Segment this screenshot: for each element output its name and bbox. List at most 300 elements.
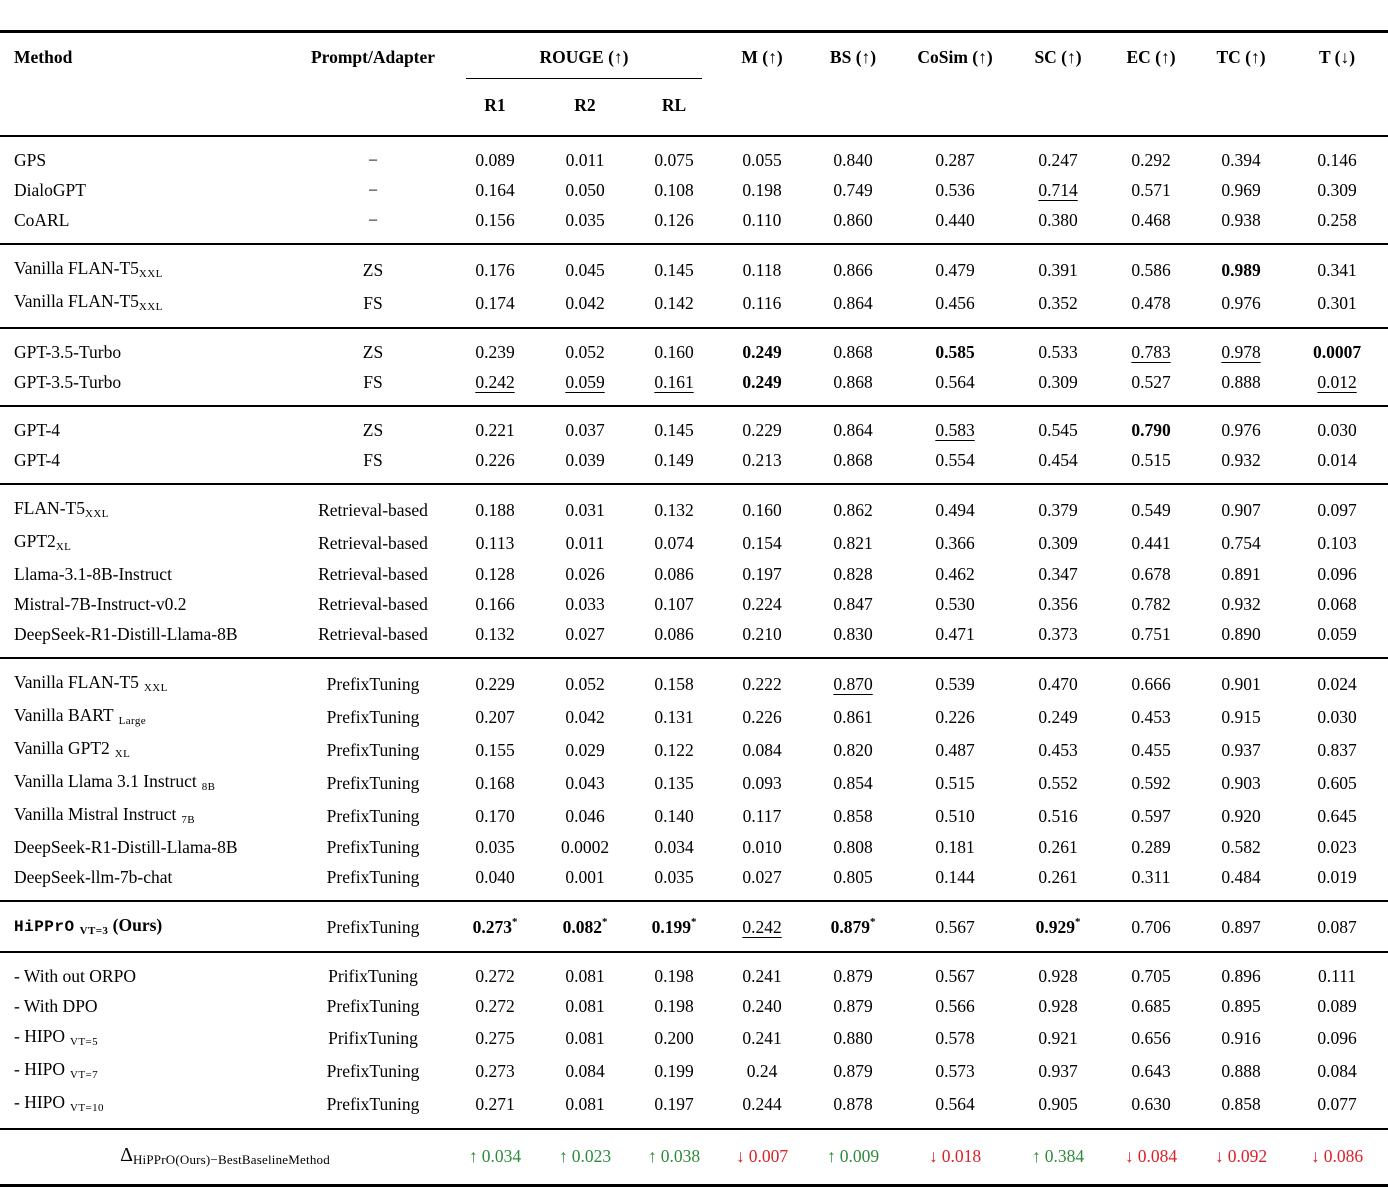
metric-value: 0.132 xyxy=(654,499,694,520)
value-cell xyxy=(718,367,806,406)
metric-value: 0.441 xyxy=(1131,532,1171,553)
value-cell xyxy=(450,328,540,367)
value-cell xyxy=(1010,445,1106,484)
adapter-cell: − xyxy=(368,180,378,200)
value-cell xyxy=(540,175,630,205)
adapter-cell: Retrieval-based xyxy=(318,624,428,644)
metric-value: 0.110 xyxy=(742,210,782,230)
value-cell xyxy=(1196,862,1286,901)
metric-value: 0.527 xyxy=(1131,372,1171,392)
metric-value: 0.567 xyxy=(935,966,975,986)
metric-value: 0.040 xyxy=(475,867,515,887)
metric-value: 0.879 xyxy=(833,966,873,986)
value-cell xyxy=(806,244,900,286)
value-cell xyxy=(900,901,1010,952)
col-header-sc: SC (↑) xyxy=(1010,32,1106,137)
metric-value: 0.030 xyxy=(1317,706,1357,727)
metric-value: 0.861 xyxy=(833,706,873,727)
value-cell xyxy=(1286,832,1388,862)
metric-value: 0.035 xyxy=(475,837,515,857)
metric-value: 0.937 xyxy=(1221,739,1261,760)
table-row xyxy=(0,175,1388,205)
method-cell xyxy=(0,733,296,766)
value-cell xyxy=(900,286,1010,328)
table-row xyxy=(0,445,1388,484)
value-cell xyxy=(540,328,630,367)
value-cell xyxy=(1106,244,1196,286)
adapter-cell: PrefixTuning xyxy=(326,706,420,727)
table-row xyxy=(0,484,1388,526)
value-cell xyxy=(806,799,900,832)
table-row xyxy=(0,589,1388,619)
table-row xyxy=(0,328,1388,367)
metric-value: 0.754 xyxy=(1221,532,1261,553)
value-cell xyxy=(540,559,630,589)
metric-value: 0.024 xyxy=(1317,673,1357,694)
method-name: DeepSeek-R1-Distill-Llama-8B xyxy=(14,837,238,857)
metric-value: 0.166 xyxy=(475,594,515,614)
method-name: Mistral-7B-Instruct-v0.2 xyxy=(14,594,187,614)
down-arrow-icon: ↓ xyxy=(928,1146,938,1166)
metric-value: 0.564 xyxy=(935,372,975,392)
value-cell xyxy=(450,991,540,1021)
metric-value: 0.545 xyxy=(1038,420,1078,440)
value-cell xyxy=(718,175,806,205)
value-cell xyxy=(806,901,900,952)
metric-value: 0.068 xyxy=(1317,594,1357,614)
metric-value: 0.156 xyxy=(475,210,515,230)
value-cell xyxy=(450,799,540,832)
metric-value: 0.014 xyxy=(1317,450,1357,470)
value-cell xyxy=(718,799,806,832)
method-subscript: VT=3 xyxy=(79,925,109,937)
table-header xyxy=(0,32,1388,137)
value-cell xyxy=(1106,484,1196,526)
value-cell xyxy=(1286,406,1388,445)
method-name: GPT-3.5-Turbo xyxy=(14,372,122,392)
value-cell xyxy=(630,700,718,733)
metric-value: 0.309 xyxy=(1317,180,1357,200)
value-cell xyxy=(806,766,900,799)
metric-value: 0.592 xyxy=(1131,772,1171,793)
metric-value: 0.864 xyxy=(833,420,873,440)
metric-value: 0.075 xyxy=(654,150,694,170)
metric-value: 0.937 xyxy=(1038,1060,1078,1081)
value-cell xyxy=(1286,619,1388,658)
value-cell xyxy=(1106,862,1196,901)
value-cell xyxy=(540,1087,630,1129)
value-cell xyxy=(540,733,630,766)
table-row xyxy=(0,1087,1388,1129)
metric-value: 0.035 xyxy=(654,867,694,887)
value-cell xyxy=(630,991,718,1021)
metric-value: 0.895 xyxy=(1221,996,1261,1016)
metric-value: 0.155 xyxy=(475,739,515,760)
value-cell xyxy=(1196,766,1286,799)
metric-value: 0.010 xyxy=(742,837,782,857)
value-cell xyxy=(630,952,718,991)
metric-value: 0.023 xyxy=(1317,837,1357,857)
value-cell xyxy=(1010,862,1106,901)
value-cell xyxy=(900,1054,1010,1087)
value-cell xyxy=(630,766,718,799)
value-cell xyxy=(1286,484,1388,526)
value-cell xyxy=(900,658,1010,700)
significance-star: * xyxy=(1074,915,1081,928)
table-row xyxy=(0,658,1388,700)
value-cell xyxy=(806,589,900,619)
value-cell xyxy=(900,1087,1010,1129)
metric-value: 0.903 xyxy=(1221,772,1261,793)
metric-value: 0.454 xyxy=(1038,450,1078,470)
metric-value: 0.456 xyxy=(935,292,975,313)
method-cell xyxy=(0,136,296,175)
metric-value: 0.222 xyxy=(742,673,782,694)
col-header-tc: TC (↑) xyxy=(1196,32,1286,137)
value-cell xyxy=(1010,901,1106,952)
metric-value: 0.929 xyxy=(1035,916,1075,937)
value-cell xyxy=(718,658,806,700)
value-cell xyxy=(806,952,900,991)
metric-value: 0.200 xyxy=(654,1027,694,1048)
metric-value: 0.158 xyxy=(654,673,694,694)
metric-value: 0.198 xyxy=(742,180,782,200)
value-cell xyxy=(630,901,718,952)
col-header-method: Method xyxy=(0,32,296,137)
value-cell xyxy=(540,406,630,445)
value-cell xyxy=(540,367,630,406)
metric-value: 0.145 xyxy=(654,420,694,440)
delta-value-cell: ↓ 0.084 xyxy=(1106,1129,1196,1186)
metric-value: 0.154 xyxy=(742,532,782,553)
method-subscript: XL xyxy=(114,748,131,760)
metric-value: 0.272 xyxy=(475,996,515,1016)
adapter-cell: − xyxy=(368,210,378,230)
value-cell xyxy=(1196,406,1286,445)
value-cell xyxy=(630,862,718,901)
value-cell xyxy=(718,244,806,286)
value-cell xyxy=(718,589,806,619)
value-cell xyxy=(1286,658,1388,700)
metric-value: 0.0002 xyxy=(560,837,610,857)
value-cell xyxy=(540,832,630,862)
value-cell xyxy=(806,136,900,175)
metric-value: 0.086 xyxy=(654,624,694,644)
value-cell xyxy=(1286,589,1388,619)
value-cell xyxy=(1286,445,1388,484)
metric-value: 0.258 xyxy=(1317,210,1357,230)
metric-value: 0.084 xyxy=(742,739,782,760)
value-cell xyxy=(630,445,718,484)
method-name: HiPPrO xyxy=(14,918,75,936)
method-name: - With out ORPO xyxy=(14,966,136,986)
value-cell xyxy=(900,619,1010,658)
method-cell xyxy=(0,559,296,589)
value-cell xyxy=(1286,766,1388,799)
metric-value: 0.001 xyxy=(565,867,605,887)
metric-value: 0.261 xyxy=(1038,837,1078,857)
value-cell xyxy=(900,766,1010,799)
metric-value: 0.455 xyxy=(1131,739,1171,760)
method-subscript: XXL xyxy=(84,508,109,520)
metric-value: 0.564 xyxy=(935,1093,975,1114)
delta-value-cell: ↑ 0.384 xyxy=(1010,1129,1106,1186)
value-cell xyxy=(806,832,900,862)
metric-value: 0.552 xyxy=(1038,772,1078,793)
metric-value: 0.554 xyxy=(935,450,975,470)
value-cell xyxy=(1196,658,1286,700)
up-arrow-icon: ↑ xyxy=(647,1146,657,1166)
method-cell xyxy=(0,445,296,484)
value-cell xyxy=(900,700,1010,733)
value-cell xyxy=(900,832,1010,862)
value-cell xyxy=(450,1087,540,1129)
metric-value: 0.24 xyxy=(746,1060,778,1081)
value-cell xyxy=(450,901,540,952)
metric-value: 0.352 xyxy=(1038,292,1078,313)
metric-value: 0.089 xyxy=(475,150,515,170)
metric-value: 0.643 xyxy=(1131,1060,1171,1081)
metric-value: 0.840 xyxy=(833,150,873,170)
adapter-cell: PrefixTuning xyxy=(326,1093,420,1114)
metric-value: 0.035 xyxy=(565,210,605,230)
metric-value: 0.074 xyxy=(654,532,694,553)
metric-value: 0.868 xyxy=(833,372,873,392)
adapter-cell: PrefixTuning xyxy=(326,996,420,1016)
delta-value-cell: ↓ 0.092 xyxy=(1196,1129,1286,1186)
metric-value: 0.197 xyxy=(654,1093,694,1114)
metric-value: 0.273 xyxy=(472,916,512,937)
value-cell xyxy=(1286,1021,1388,1054)
value-cell xyxy=(1010,244,1106,286)
metric-value: 0.176 xyxy=(475,259,515,280)
value-cell xyxy=(900,526,1010,559)
value-cell xyxy=(450,1021,540,1054)
value-cell xyxy=(1010,136,1106,175)
method-cell xyxy=(0,991,296,1021)
metric-value: 0.484 xyxy=(1221,867,1261,887)
metric-value: 0.240 xyxy=(742,996,782,1016)
metric-value: 0.292 xyxy=(1131,150,1171,170)
value-cell xyxy=(450,658,540,700)
value-cell xyxy=(1010,952,1106,991)
metric-value: 0.916 xyxy=(1221,1027,1261,1048)
significance-star: * xyxy=(601,915,608,928)
value-cell xyxy=(1106,328,1196,367)
metric-value: 0.630 xyxy=(1131,1093,1171,1114)
metric-value: 0.583 xyxy=(935,420,975,440)
value-cell xyxy=(718,328,806,367)
metric-value: 0.210 xyxy=(742,624,782,644)
down-arrow-icon: ↓ xyxy=(1214,1146,1224,1166)
metric-value: 0.213 xyxy=(742,450,782,470)
value-cell xyxy=(1196,619,1286,658)
metric-value: 0.045 xyxy=(565,259,605,280)
metric-value: 0.081 xyxy=(565,1093,605,1114)
rouge-group-label: ROUGE (↑) xyxy=(466,47,702,79)
metric-value: 0.103 xyxy=(1317,532,1357,553)
adapter-cell: PrefixTuning xyxy=(326,739,420,760)
metric-value: 0.864 xyxy=(833,292,873,313)
metric-value: 0.309 xyxy=(1038,372,1078,392)
value-cell xyxy=(630,589,718,619)
method-subscript: VT=7 xyxy=(70,1069,99,1081)
value-cell xyxy=(806,286,900,328)
method-subscript: VT=10 xyxy=(70,1102,104,1114)
value-cell xyxy=(1196,700,1286,733)
adapter-cell: PrefixTuning xyxy=(326,837,420,857)
metric-value: 0.578 xyxy=(935,1027,975,1048)
value-cell xyxy=(1196,484,1286,526)
metric-value: 0.031 xyxy=(565,499,605,520)
metric-value: 0.199 xyxy=(654,1060,694,1081)
down-arrow-icon: ↓ xyxy=(1310,1146,1320,1166)
method-name: Vanilla GPT2 xyxy=(14,738,110,758)
col-header-r1: R1 xyxy=(450,95,540,136)
value-cell xyxy=(540,286,630,328)
value-cell xyxy=(1106,799,1196,832)
metric-value: 0.539 xyxy=(935,673,975,694)
metric-value: 0.224 xyxy=(742,594,782,614)
metric-value: 0.582 xyxy=(1221,837,1261,857)
value-cell xyxy=(630,526,718,559)
value-cell xyxy=(1106,619,1196,658)
metric-value: 0.685 xyxy=(1131,996,1171,1016)
metric-value: 0.132 xyxy=(475,624,515,644)
value-cell xyxy=(1010,991,1106,1021)
metric-value: 0.199 xyxy=(651,916,691,937)
metric-value: 0.081 xyxy=(565,966,605,986)
value-cell xyxy=(806,733,900,766)
method-cell xyxy=(0,901,296,952)
metric-value: 0.077 xyxy=(1317,1093,1357,1114)
method-name: FLAN-T5 xyxy=(14,498,85,518)
value-cell xyxy=(1196,1021,1286,1054)
value-cell xyxy=(1010,700,1106,733)
value-cell xyxy=(806,1087,900,1129)
method-cell xyxy=(0,1054,296,1087)
metric-value: 0.379 xyxy=(1038,499,1078,520)
metric-value: 0.479 xyxy=(935,259,975,280)
metric-value: 0.287 xyxy=(935,150,975,170)
metric-value: 0.113 xyxy=(475,532,515,553)
value-cell xyxy=(1010,526,1106,559)
table-row xyxy=(0,862,1388,901)
col-header-rl: RL xyxy=(630,95,718,136)
value-cell xyxy=(1106,286,1196,328)
table-row xyxy=(0,991,1388,1021)
metric-value: 0.197 xyxy=(742,564,782,584)
value-cell xyxy=(1106,589,1196,619)
down-arrow-icon: ↓ xyxy=(1124,1146,1134,1166)
method-name: Llama-3.1-8B-Instruct xyxy=(14,564,172,584)
metric-value: 0.161 xyxy=(654,372,694,392)
metric-value: 0.536 xyxy=(935,180,975,200)
method-subscript: 7B xyxy=(181,814,195,826)
value-cell xyxy=(1286,1054,1388,1087)
metric-value: 0.478 xyxy=(1131,292,1171,313)
adapter-cell: PrifixTuning xyxy=(328,1027,418,1048)
col-header-rouge xyxy=(450,32,718,96)
value-cell xyxy=(450,367,540,406)
value-cell xyxy=(540,658,630,700)
metric-value: 0.597 xyxy=(1131,805,1171,826)
method-cell xyxy=(0,862,296,901)
value-cell xyxy=(1106,700,1196,733)
metric-value: 0.566 xyxy=(935,996,975,1016)
table-row xyxy=(0,901,1388,952)
value-cell xyxy=(630,286,718,328)
metric-value: 0.879 xyxy=(833,1060,873,1081)
value-cell xyxy=(718,1087,806,1129)
method-cell xyxy=(0,766,296,799)
value-cell xyxy=(1286,901,1388,952)
method-name: GPT-4 xyxy=(14,450,61,470)
value-cell xyxy=(1010,406,1106,445)
value-cell xyxy=(1010,286,1106,328)
col-header-adapter: Prompt/Adapter xyxy=(296,32,450,137)
metric-value: 0.782 xyxy=(1131,594,1171,614)
value-cell xyxy=(1196,832,1286,862)
value-cell xyxy=(900,559,1010,589)
value-cell xyxy=(806,619,900,658)
method-name: Vanilla BART xyxy=(14,705,114,725)
method-subscript: XXL xyxy=(138,301,163,313)
metric-value: 0.978 xyxy=(1221,342,1261,362)
value-cell xyxy=(718,445,806,484)
metric-value: 0.226 xyxy=(475,450,515,470)
metric-value: 0.645 xyxy=(1317,805,1357,826)
value-cell xyxy=(450,406,540,445)
value-cell xyxy=(806,991,900,1021)
value-cell xyxy=(806,175,900,205)
significance-star: * xyxy=(690,915,697,928)
metric-value: 0.093 xyxy=(742,772,782,793)
method-name: - HIPO xyxy=(14,1026,66,1046)
delta-value-cell: ↑ 0.009 xyxy=(806,1129,900,1186)
up-arrow-icon: ↑ xyxy=(468,1146,478,1166)
adapter-cell: FS xyxy=(363,450,383,470)
col-header-r2: R2 xyxy=(540,95,630,136)
metric-value: 0.928 xyxy=(1038,996,1078,1016)
adapter-cell: PrefixTuning xyxy=(296,658,450,700)
method-cell xyxy=(0,619,296,658)
metric-value: 0.989 xyxy=(1221,259,1261,280)
value-cell xyxy=(718,862,806,901)
value-cell xyxy=(900,244,1010,286)
metric-value: 0.487 xyxy=(935,739,975,760)
metric-value: 0.226 xyxy=(935,706,975,727)
metric-value: 0.976 xyxy=(1221,420,1261,440)
value-cell xyxy=(630,559,718,589)
table-row xyxy=(0,244,1388,286)
value-cell xyxy=(450,175,540,205)
metric-value: 0.168 xyxy=(475,772,515,793)
metric-value: 0.394 xyxy=(1221,150,1261,170)
metric-value: 0.239 xyxy=(475,342,515,362)
adapter-cell: ZS xyxy=(296,244,450,286)
metric-value: 0.146 xyxy=(1317,150,1357,170)
metric-value: 0.891 xyxy=(1221,564,1261,584)
value-cell xyxy=(1286,328,1388,367)
value-cell xyxy=(806,367,900,406)
method-cell xyxy=(0,832,296,862)
value-cell xyxy=(900,406,1010,445)
metric-value: 0.012 xyxy=(1317,372,1357,392)
metric-value: 0.242 xyxy=(742,916,782,937)
delta-label xyxy=(0,1129,450,1186)
value-cell xyxy=(1106,136,1196,175)
